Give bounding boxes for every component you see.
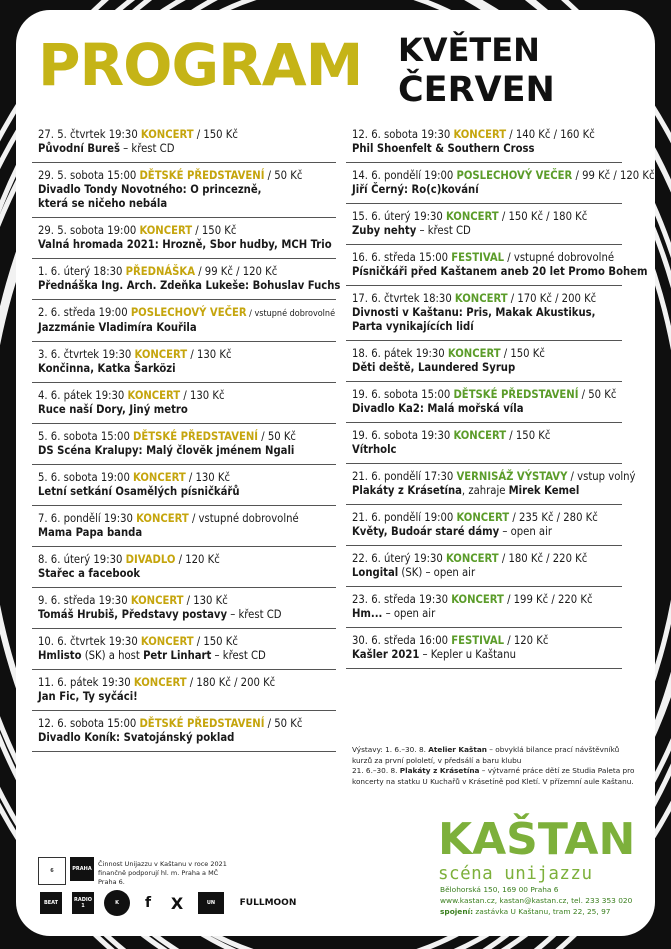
event-title — [38, 526, 336, 540]
sponsor-un-logo: UN — [198, 892, 224, 914]
event-price: / 50 Kč — [578, 388, 617, 401]
event-item — [32, 670, 336, 711]
event-meta — [352, 251, 622, 265]
events-column-left — [32, 122, 341, 752]
event-date: 17. 6. čtvrtek 18:30 — [352, 292, 455, 305]
event-item — [32, 424, 336, 465]
exhibitions-note — [352, 745, 636, 787]
event-name: Valná hromada 2021: Hrozně, Sbor hudby, MCH Trio — [38, 238, 332, 251]
event-meta — [38, 430, 336, 444]
event-type: KONCERT — [139, 224, 193, 237]
event-title — [38, 403, 336, 417]
event-title — [352, 306, 622, 320]
event-name: Divadlo Koník: Svatojánský poklad — [38, 731, 235, 744]
event-guest: Petr Linhart — [143, 649, 212, 662]
praha-logo: PRAHA — [70, 857, 94, 881]
event-name: Hm... — [352, 607, 383, 620]
event-item — [346, 587, 622, 628]
note-text: Výstavy: 1. 6.–30. 8. — [352, 745, 429, 754]
event-meta — [38, 471, 336, 485]
event-item — [346, 382, 622, 423]
event-name: Písničkáři před Kaštanem aneb 20 let Promo Bohem — [352, 265, 648, 278]
event-price: / 199 Kč / 220 Kč — [503, 593, 593, 606]
event-date: 8. 6. úterý 19:30 — [38, 553, 126, 566]
event-name: DS Scéna Kralupy: Malý človĕk jménem Ngali — [38, 444, 295, 457]
event-title — [352, 484, 622, 498]
event-title-line2: Parta vynikajících lidí — [352, 320, 474, 333]
event-date: 21. 6. pondělí 19:00 — [352, 511, 457, 524]
transport-label: spojení: — [440, 907, 474, 916]
event-meta — [38, 306, 336, 321]
event-date: 5. 6. sobota 15:00 — [38, 430, 134, 443]
event-name: Květy, Budoár staré dámy — [352, 525, 500, 538]
event-meta — [38, 389, 336, 403]
event-title — [38, 321, 336, 335]
praha6-logo: 6 — [38, 857, 66, 885]
events-column-right — [346, 122, 655, 669]
event-price: / 99 Kč / 120 Kč — [572, 169, 655, 182]
event-type: POSLECHOVÝ VEČER — [130, 306, 247, 319]
event-type: KONCERT — [446, 210, 499, 223]
event-type: KONCERT — [130, 594, 184, 607]
event-title — [38, 731, 336, 745]
event-name: Stařec a facebook — [38, 567, 141, 580]
event-title — [352, 265, 648, 279]
event-meta — [38, 635, 336, 649]
event-meta — [38, 512, 336, 526]
sponsor-radio1-logo: RADIO 1 — [72, 892, 94, 914]
event-item — [346, 505, 622, 546]
event-type: PŘEDNÁŠKA — [125, 265, 196, 278]
month-june: ČERVEN — [398, 70, 555, 110]
event-title-line2: která se ničeho nebála — [38, 197, 168, 210]
event-type: DĚTSKÉ PŘEDSTAVENÍ — [139, 169, 265, 182]
event-date: 12. 6. sobota 19:30 — [352, 128, 454, 141]
event-date: 18. 6. pátek 19:30 — [352, 347, 448, 360]
event-meta — [352, 429, 622, 443]
event-title — [38, 279, 341, 293]
event-item — [32, 259, 341, 300]
event-date: 29. 5. sobota 19:00 — [38, 224, 140, 237]
contact-info — [440, 884, 632, 917]
event-price: / 180 Kč / 200 Kč — [186, 676, 276, 689]
event-date: 4. 6. pátek 19:30 — [38, 389, 128, 402]
event-meta — [352, 347, 622, 361]
event-price: / vstupné dobrovolné — [188, 512, 299, 525]
event-type: VERNISÁŽ VÝSTAVY — [456, 470, 568, 483]
event-item — [346, 122, 622, 163]
event-note: (SK) – open air — [398, 566, 476, 579]
event-title — [38, 362, 336, 376]
event-date: 19. 6. sobota 19:30 — [352, 429, 454, 442]
note-title: Plakáty z Krásetína — [399, 766, 480, 775]
event-meta — [38, 265, 336, 279]
event-type: KONCERT — [133, 471, 186, 484]
event-name: Divadlo Ka2: Malá mořská víla — [352, 402, 524, 415]
event-type: KONCERT — [451, 593, 504, 606]
event-type: KONCERT — [456, 511, 510, 524]
event-title — [352, 402, 622, 416]
note-text: 21. 6.–30. 8. — [352, 766, 400, 775]
event-item — [32, 163, 336, 218]
event-meta — [352, 593, 622, 607]
event-title — [352, 361, 622, 375]
event-price: / 50 Kč — [264, 169, 303, 182]
event-meta — [38, 348, 336, 362]
event-title — [352, 525, 622, 539]
event-price: / 180 Kč / 220 Kč — [498, 552, 588, 565]
event-item — [346, 286, 622, 341]
event-date: 15. 6. úterý 19:30 — [352, 210, 446, 223]
event-name: Původní Bureš — [38, 142, 120, 155]
event-name: Zuby nehty — [352, 224, 417, 237]
event-price: / 150 Kč — [193, 128, 238, 141]
event-date: 16. 6. středa 15:00 — [352, 251, 452, 264]
months-heading — [398, 30, 555, 110]
event-date: 23. 6. středa 19:30 — [352, 593, 452, 606]
event-meta — [352, 470, 636, 484]
event-meta — [38, 128, 336, 142]
event-item — [346, 423, 622, 464]
event-type: POSLECHOVÝ VEČER — [456, 169, 573, 182]
event-title — [38, 142, 336, 156]
event-price: / 130 Kč — [183, 594, 228, 607]
event-title — [38, 485, 336, 499]
event-type: DĚTSKÉ PŘEDSTAVENÍ — [453, 388, 579, 401]
event-title — [352, 648, 622, 662]
event-type: KONCERT — [136, 512, 189, 525]
event-name: Tomáš Hrubiš, Představy postavy — [38, 608, 228, 621]
event-note: – křest CD — [227, 608, 282, 621]
event-meta — [352, 634, 622, 648]
event-item — [32, 465, 336, 506]
event-meta — [352, 552, 622, 566]
event-type: KONCERT — [140, 128, 194, 141]
event-name: Přednáška Ing. Arch. Zdeňka Lukeše: Bohuslav Fuchs — [38, 279, 341, 292]
event-price: / 50 Kč — [264, 717, 303, 730]
logo-name: KAŠTAN — [438, 814, 636, 865]
event-name: Plakáty z Krásetína — [352, 484, 462, 497]
event-meta — [352, 128, 622, 142]
event-type: DĚTSKÉ PŘEDSTAVENÍ — [133, 430, 259, 443]
sponsor-f-logo: f — [138, 892, 158, 914]
event-item — [32, 629, 336, 670]
kastan-logo — [438, 814, 636, 884]
event-price: / vstupné dobrovolné — [504, 251, 615, 264]
event-price: / 120 Kč — [175, 553, 220, 566]
event-meta — [352, 169, 655, 183]
event-item — [32, 218, 336, 259]
event-price: / vstupné dobrovolné — [246, 309, 336, 319]
event-name: Ruce naší Dory, Jiný metro — [38, 403, 188, 416]
sponsor-x-logo: X — [164, 892, 190, 914]
event-item — [346, 245, 648, 286]
event-item — [32, 383, 336, 424]
event-type: KONCERT — [454, 292, 508, 305]
event-item — [346, 341, 622, 382]
note-title: Atelier Kaštan — [428, 745, 487, 754]
event-date: 7. 6. pondělí 19:30 — [38, 512, 137, 525]
event-item — [32, 506, 336, 547]
event-price: / 150 Kč — [506, 429, 551, 442]
event-connector: , zahraje — [461, 484, 509, 497]
event-item — [346, 163, 655, 204]
event-price: / 99 Kč / 120 Kč — [195, 265, 278, 278]
event-item — [346, 204, 622, 245]
event-meta — [38, 676, 336, 690]
event-type: KONCERT — [453, 429, 507, 442]
event-name: Jan Fic, Ty syčáci! — [38, 690, 138, 703]
event-note: – křest CD — [416, 224, 471, 237]
page-title: PROGRAM — [38, 31, 363, 99]
note-text: – obvyklá bilance prací návštěvníků kurzů za první pololetí, v předsálí a baru klubu — [352, 745, 620, 765]
event-type: KONCERT — [446, 552, 499, 565]
event-title — [38, 238, 336, 252]
event-date: 29. 5. sobota 15:00 — [38, 169, 140, 182]
web-contact: www.kastan.cz, kastan@kastan.cz, tel. 233 353 020 — [440, 896, 633, 905]
event-type: KONCERT — [453, 128, 507, 141]
event-title — [38, 608, 336, 622]
event-type: KONCERT — [447, 347, 501, 360]
event-type: FESTIVAL — [451, 251, 505, 264]
event-date: 5. 6. sobota 19:00 — [38, 471, 134, 484]
event-meta — [38, 169, 336, 183]
event-price: / 140 Kč / 160 Kč — [506, 128, 595, 141]
event-name: Mama Papa banda — [38, 526, 143, 539]
event-date: 11. 6. pátek 19:30 — [38, 676, 134, 689]
event-meta — [38, 224, 336, 238]
event-price: / 120 Kč — [504, 634, 549, 647]
event-name: Hmlisto — [38, 649, 82, 662]
event-item — [32, 547, 336, 588]
event-date: 22. 6. úterý 19:30 — [352, 552, 446, 565]
event-title — [352, 142, 622, 156]
event-meta — [352, 210, 622, 224]
event-title — [38, 690, 336, 704]
event-name: Kašler 2021 — [352, 648, 420, 661]
event-item — [346, 628, 622, 669]
event-price: / 170 Kč / 200 Kč — [507, 292, 597, 305]
event-price: / vstup volný — [567, 470, 636, 483]
note-text: – výtvarné práce dětí ze Studia Paleta pro koncerty na statku U Kuchařů v Krásetíně pod Kletí. V přízemní aule Kaštanu. — [352, 766, 635, 786]
event-title — [352, 183, 622, 197]
support-text: Činnost Unijazzu v Kaštanu v roce 2021 finančně podporují hl. m. Praha a MČ Praha 6. — [98, 860, 227, 886]
event-name: Divnosti v Kaštanu: Pris, Makak Akustikus, — [352, 306, 596, 319]
event-type: KONCERT — [140, 635, 194, 648]
event-name: Končinna, Katka Šarközi — [38, 362, 176, 375]
event-date: 21. 6. pondělí 17:30 — [352, 470, 457, 483]
event-price: / 150 Kč — [500, 347, 545, 360]
event-price: / 130 Kč — [180, 389, 225, 402]
event-item — [346, 464, 636, 505]
event-item — [32, 342, 336, 383]
event-price: / 235 Kč / 280 Kč — [509, 511, 598, 524]
event-meta — [38, 553, 336, 567]
event-date: 14. 6. pondělí 19:00 — [352, 169, 457, 182]
event-date: 12. 6. sobota 15:00 — [38, 717, 140, 730]
event-type: KONCERT — [133, 676, 187, 689]
event-type: DĚTSKÉ PŘEDSTAVENÍ — [139, 717, 265, 730]
event-item — [32, 300, 336, 342]
event-date: 2. 6. středa 19:00 — [38, 306, 131, 319]
event-price: / 130 Kč — [187, 348, 232, 361]
event-price: / 130 Kč — [185, 471, 231, 484]
event-title — [38, 183, 336, 197]
event-note: – křest CD — [119, 142, 175, 155]
event-price: / 150 Kč — [193, 635, 238, 648]
event-name: Jazzmánie Vladimíra Kouřila — [38, 321, 197, 334]
event-title — [352, 566, 622, 580]
event-type: FESTIVAL — [451, 634, 505, 647]
sponsor-k-logo: K — [104, 890, 130, 916]
event-note: – křest CD — [211, 649, 266, 662]
event-meta — [352, 511, 622, 525]
event-meta — [352, 388, 622, 402]
event-price: / 150 Kč — [192, 224, 237, 237]
event-name: Jiří Černý: Ro(c)kování — [352, 183, 479, 196]
sponsor-beat-logo: BEAT — [40, 892, 62, 914]
event-price: / 50 Kč — [258, 430, 296, 443]
event-title — [38, 444, 336, 458]
event-date: 27. 5. čtvrtek 19:30 — [38, 128, 141, 141]
event-name: Longital — [352, 566, 399, 579]
event-date: 10. 6. čtvrtek 19:30 — [38, 635, 141, 648]
transport: zastávka U Kaštanu, tram 22, 25, 97 — [473, 907, 611, 916]
event-meta — [38, 717, 336, 731]
event-note: – open air — [382, 607, 436, 620]
event-name: Letní setkání Osamělých písničkářů — [38, 485, 240, 498]
event-price: / 150 Kč / 180 Kč — [498, 210, 588, 223]
event-guest: Mirek Kemel — [508, 484, 580, 497]
event-meta — [352, 292, 622, 306]
logo-subtitle: scéna unijazzu — [438, 864, 593, 884]
event-type: DIVADLO — [125, 553, 176, 566]
event-note: – open air — [499, 525, 553, 538]
event-title — [352, 443, 622, 457]
event-title — [38, 567, 336, 581]
event-date: 30. 6. středa 16:00 — [352, 634, 452, 647]
event-note: – Kepler u Kaštanu — [419, 648, 516, 661]
event-date: 9. 6. středa 19:30 — [38, 594, 131, 607]
event-name: Phil Shoenfelt & Southern Cross — [352, 142, 535, 155]
sponsor-fullmoon-logo: FULLMOON — [236, 896, 300, 910]
event-title — [352, 607, 622, 621]
event-item — [32, 122, 336, 163]
event-title — [352, 224, 622, 238]
event-name: Divadlo Tondy Novotného: O princezně, — [38, 183, 262, 196]
event-date: 1. 6. úterý 18:30 — [38, 265, 126, 278]
event-item — [32, 711, 336, 752]
event-date: 3. 6. čtvrtek 19:30 — [38, 348, 135, 361]
event-item — [32, 588, 336, 629]
event-date: 19. 6. sobota 15:00 — [352, 388, 454, 401]
event-type: KONCERT — [127, 389, 181, 402]
event-item — [346, 546, 622, 587]
address: Bělohorská 150, 169 00 Praha 6 — [440, 885, 559, 894]
event-title — [38, 649, 336, 663]
event-connector: (SK) a host — [81, 649, 144, 662]
event-name: Děti deště, Laundered Syrup — [352, 361, 516, 374]
event-type: KONCERT — [134, 348, 188, 361]
event-meta — [38, 594, 336, 608]
event-name: Vítrholc — [352, 443, 397, 456]
month-may: KVĚTEN — [398, 31, 540, 69]
